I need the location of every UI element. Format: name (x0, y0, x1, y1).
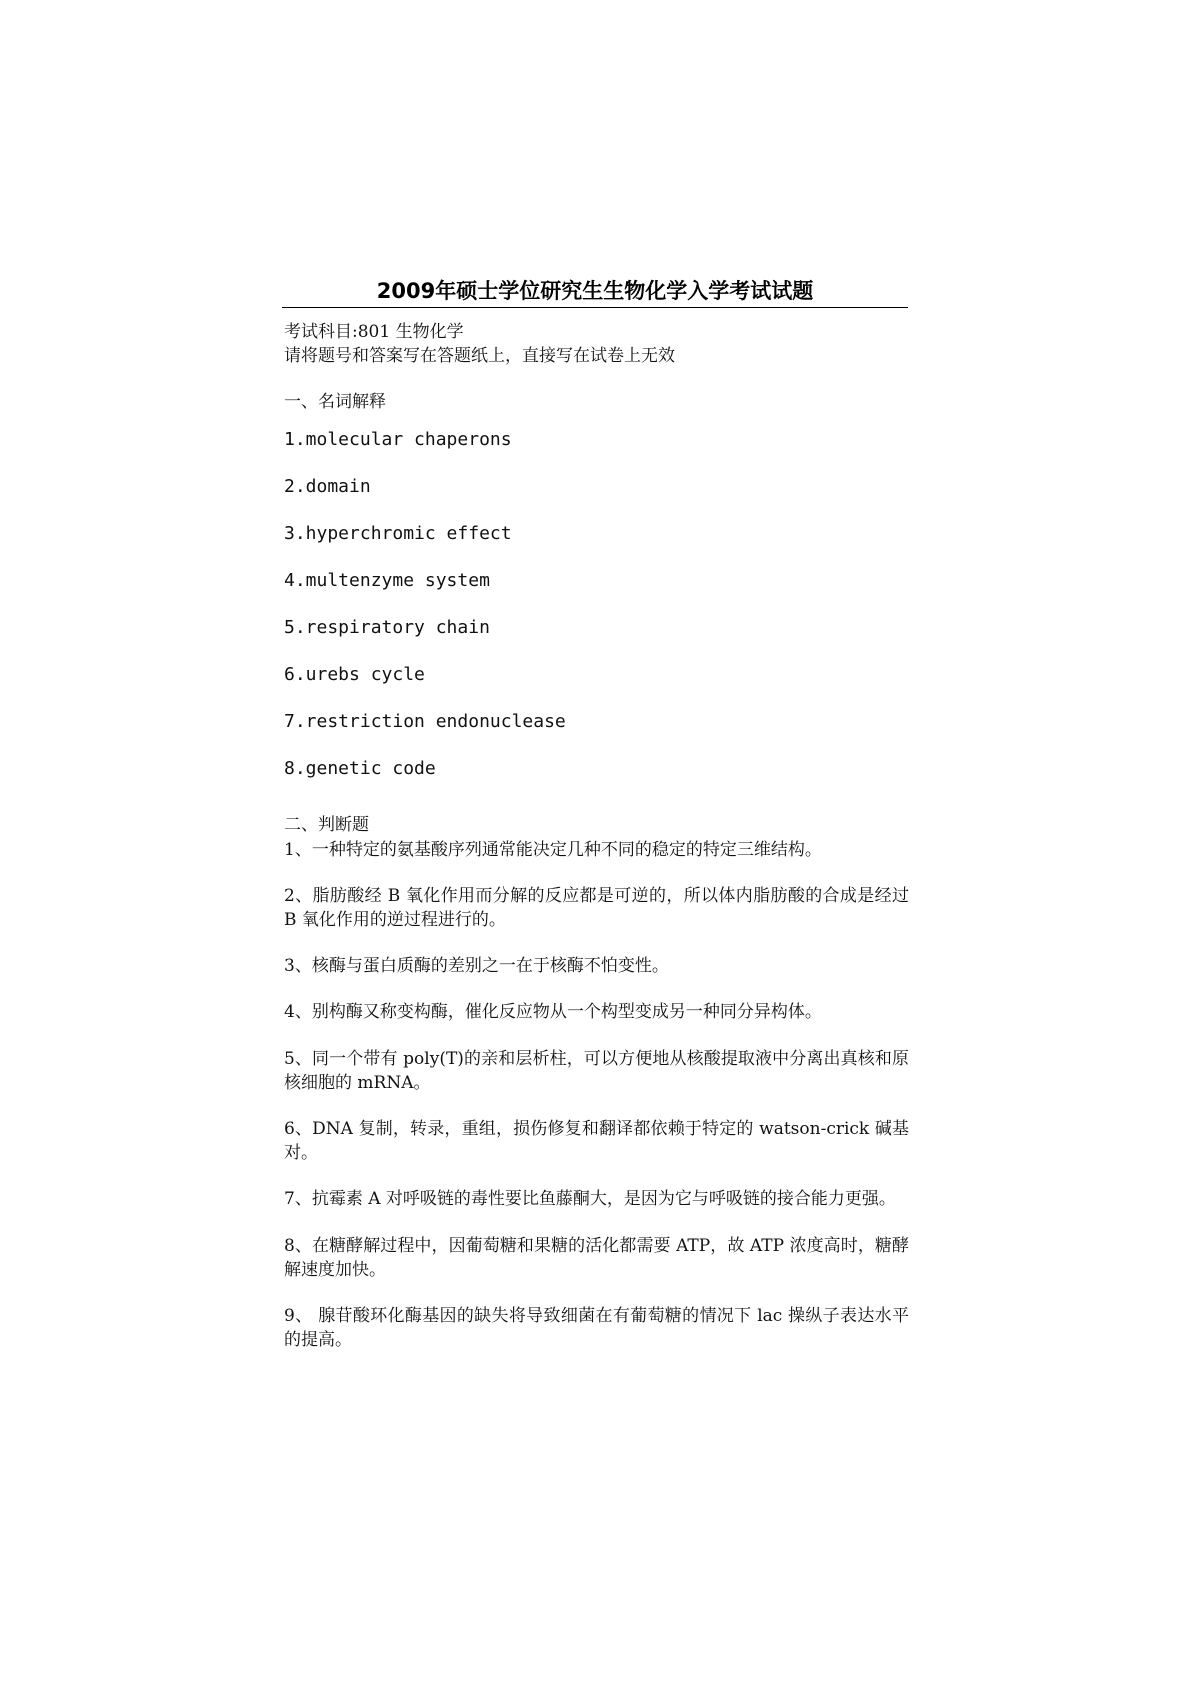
judgment-item: 3、核酶与蛋白质酶的差别之一在于核酶不怕变性。 (284, 956, 669, 976)
exam-instruction: 请将题号和答案写在答题纸上，直接写在试卷上无效 (284, 346, 675, 366)
judgment-item: 1、一种特定的氨基酸序列通常能决定几种不同的稳定的特定三维结构。 (284, 840, 822, 860)
title-underline (282, 307, 908, 308)
judgment-item: 6、DNA 复制，转录，重组，损伤修复和翻译都依赖于特定的 watson-crick 碱基对。 (284, 1119, 909, 1163)
term-item: 6.urebs cycle (284, 664, 425, 685)
judgment-item: 7、抗霉素 A 对呼吸链的毒性要比鱼藤酮大，是因为它与呼吸链的接合能力更强。 (284, 1189, 896, 1209)
exam-subject: 考试科目:801 生物化学 (284, 322, 464, 342)
term-item: 7.restriction endonuclease (284, 711, 566, 732)
judgment-item: 9、 腺苷酸环化酶基因的缺失将导致细菌在有葡萄糖的情况下 lac 操纵子表达水平的提高。 (284, 1306, 909, 1350)
term-item: 8.genetic code (284, 758, 436, 779)
term-item: 5.respiratory chain (284, 617, 490, 638)
exam-title: 2009年硕士学位研究生生物化学入学考试试题 (376, 279, 814, 303)
section1-heading: 一、名词解释 (284, 392, 386, 412)
judgment-item: 4、别构酶又称变构酶，催化反应物从一个构型变成另一种同分异构体。 (284, 1002, 822, 1022)
term-item: 3.hyperchromic effect (284, 523, 512, 544)
term-item: 4.multenzyme system (284, 570, 490, 591)
judgment-item: 8、在糖酵解过程中，因葡萄糖和果糖的活化都需要 ATP，故 ATP 浓度高时，糖酵解速度加快。 (284, 1236, 909, 1280)
judgment-item: 5、同一个带有 poly(T)的亲和层析柱，可以方便地从核酸提取液中分离出真核和原核细胞的 mRNA。 (284, 1049, 909, 1093)
section2-heading: 二、判断题 (284, 815, 369, 835)
judgment-item: 2、脂肪酸经 B 氧化作用而分解的反应都是可逆的，所以体内脂肪酸的合成是经过 B 氧化作用的逆过程进行的。 (284, 886, 909, 930)
term-item: 2.domain (284, 476, 371, 497)
term-item: 1.molecular chaperons (284, 429, 512, 450)
